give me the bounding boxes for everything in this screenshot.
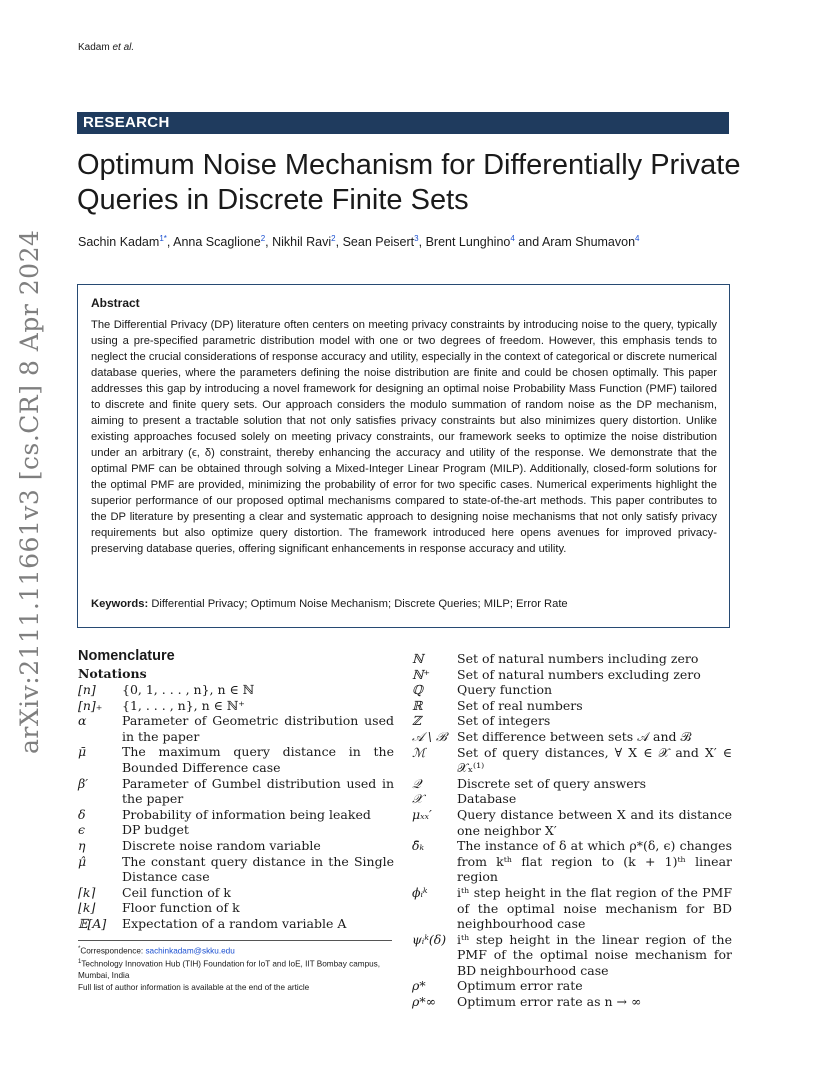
nomenclature-description: Set of query distances, ∀ X ∈ 𝒳 and X′ ∈ 𝒳ₓ⁽¹⁾ (457, 744, 732, 776)
nomenclature-row (412, 729, 732, 745)
nomenclature-row (412, 994, 732, 1010)
nomenclature-symbol: δ̄ₖ (412, 838, 425, 854)
nomenclature-description: Parameter of Gumbel distribution used in the paper (122, 775, 394, 807)
author-affiliation-link[interactable]: 2 (331, 234, 336, 243)
nomenclature-symbol: μ̂ (78, 853, 87, 869)
nomenclature-symbol: [n] (78, 682, 96, 697)
footnote-rule (78, 940, 392, 941)
nomenclature-row (412, 791, 732, 807)
nomenclature-row (412, 932, 732, 979)
author-separator: and (514, 235, 542, 250)
section-bar (77, 112, 729, 134)
author-name: Nikhil Ravi (272, 235, 332, 250)
nomenclature-description: iᵗʰ step height in the linear region of the PMF of the optimal noise mechanism for BD neighbourhood case (457, 931, 732, 978)
section-label: RESEARCH (83, 114, 170, 131)
nomenclature-heading: Nomenclature (78, 648, 175, 664)
author-separator: , (265, 235, 273, 250)
nomenclature-left-column (78, 682, 394, 932)
nomenclature-row (412, 698, 732, 714)
nomenclature-symbol: ℕ⁺ (412, 666, 431, 682)
nomenclature-description: {0, 1, . . . , n}, n ∈ ℕ (122, 682, 255, 697)
nomenclature-right-column (412, 651, 732, 1010)
abstract-box (77, 284, 730, 628)
nomenclature-row (78, 838, 394, 854)
footnote-correspondence (78, 944, 388, 957)
author-separator: , (418, 235, 426, 250)
nomenclature-symbol: μₓₓ′ (412, 806, 432, 822)
correspondence-email-link[interactable]: sachinkadam@skku.edu (145, 946, 235, 956)
nomenclature-description: The constant query distance in the Single Distance case (122, 853, 394, 885)
nomenclature-row (78, 698, 394, 714)
nomenclature-description: Query function (457, 682, 553, 698)
author-name: Anna Scaglione (173, 235, 261, 250)
running-head-suffix: et al. (112, 42, 135, 53)
author-affiliation-link[interactable]: 3 (414, 234, 419, 243)
author-affiliation-link[interactable]: 4 (510, 234, 515, 243)
nomenclature-row (412, 776, 732, 792)
nomenclature-description: iᵗʰ step height in the flat region of the PMF of the optimal noise mechanism for BD neighbourhood case (457, 884, 732, 932)
author-separator: , (166, 235, 174, 250)
nomenclature-row (412, 978, 732, 994)
nomenclature-symbol: μ̄ (78, 744, 87, 760)
nomenclature-row (78, 822, 394, 838)
nomenclature-row (412, 885, 732, 932)
nomenclature-symbol: ρ* (412, 978, 426, 994)
nomenclature-symbol: α (78, 713, 87, 729)
nomenclature-description: Floor function of k (122, 900, 240, 916)
nomenclature-symbol: δ (78, 806, 86, 822)
nomenclature-description: {1, . . . , n}, n ∈ ℕ⁺ (122, 697, 245, 713)
nomenclature-symbol: β′ (78, 775, 89, 791)
nomenclature-row (78, 885, 394, 901)
nomenclature-symbol: ψᵢᵏ(δ) (412, 931, 447, 947)
nomenclature-symbol: ℚ (412, 682, 423, 698)
nomenclature-row (78, 744, 394, 775)
nomenclature-symbol: [n]₊ (78, 697, 103, 713)
nomenclature-symbol: ⌊k⌋ (78, 900, 96, 916)
nomenclature-row (412, 807, 732, 838)
author-name: Aram Shumavon (541, 235, 636, 250)
keywords-line (91, 598, 568, 610)
author-list (78, 234, 640, 249)
nomenclature-description: Discrete set of query answers (457, 775, 647, 791)
footnote-mark: * (78, 946, 81, 952)
author-name: Brent Lunghino (425, 235, 511, 250)
footnote-full-list: Full list of author information is available at the end of the article (78, 982, 310, 992)
nomenclature-description: Parameter of Geometric distribution used in the paper (122, 713, 394, 744)
nomenclature-row (78, 916, 394, 932)
nomenclature-description: DP budget (122, 822, 189, 838)
nomenclature-description: Set of natural numbers excluding zero (457, 666, 701, 682)
nomenclature-description: Query distance between X and its distance one neighbor X′ (457, 806, 732, 838)
nomenclature-row (412, 713, 732, 729)
footnote-mark: 1 (78, 959, 82, 966)
nomenclature-description: Set of real numbers (457, 697, 583, 713)
footnotes (78, 944, 388, 993)
abstract-text: The Differential Privacy (DP) literature often centers on meeting privacy constraints by introducing noise to the query, typically using a pre-specified parametric distribution model with one or two degrees of freedom. However, this emphasis tends to neglect the crucial considerations of response accuracy and utility, especially in the context of categorical or discrete numerical database queries, where the parameters defining the noise distribution are finite and could be chosen optimally. This paper addresses this gap by introducing a novel framework for designing an optimal noise Probability Mass Function (PMF) tailored to discrete and finite query sets. Our approach considers the modulo summation of random noise as the DP mechanism, aiming to present a tractable solution that not only satisfies privacy constraints but also minimizes query distortion. Unlike existing approaches focused solely on meeting privacy constraints, our framework seeks to optimize the noise distribution under an arbitrary (ϵ, δ) constraint, thereby enhancing the accuracy and utility of the response. We demonstrate that the optimal PMF can be obtained through solving a Mixed-Integer Linear Program (MILP). Additionally, closed-form solutions for the optimal PMF are provided, minimizing the probability of error for two specific cases. Numerical experiments highlight the superior performance of our proposed optimal mechanisms compared to state-of-the-art methods. This paper contributes to the DP literature by presenting a clear and systematic approach to designing noise mechanisms that not only satisfy privacy requirements but also optimize query distortion. The framework introduced here opens avenues for improved privacy-preserving database queries, offering significant enhancements in response accuracy and utility. (91, 319, 717, 555)
nomenclature-row (78, 854, 394, 885)
abstract-heading: Abstract (91, 296, 140, 310)
nomenclature-symbol: ϕᵢᵏ (412, 884, 428, 900)
nomenclature-description: Optimum error rate as n → ∞ (457, 994, 642, 1010)
paper-title: Optimum Noise Mechanism for Differentially Private Queries in Discrete Finite Sets (77, 149, 741, 216)
nomenclature-symbol: ℳ (412, 744, 426, 760)
nomenclature-row (78, 900, 394, 916)
nomenclature-symbol: η (78, 837, 86, 853)
nomenclature-symbol: ⌈k⌉ (78, 884, 96, 900)
nomenclature-symbol: ρ*∞ (412, 994, 437, 1010)
keywords-text: Differential Privacy; Optimum Noise Mechanism; Discrete Queries; MILP; Error Rate (151, 598, 568, 610)
notations-heading: Notations (78, 666, 147, 681)
nomenclature-description: Database (457, 791, 517, 807)
nomenclature-row (78, 807, 394, 823)
nomenclature-description: Ceil function of k (122, 884, 231, 900)
nomenclature-row (78, 776, 394, 807)
author-name: Sean Peisert (342, 235, 415, 250)
nomenclature-row (412, 838, 732, 885)
author-separator: , (335, 235, 343, 250)
nomenclature-symbol: ℕ (412, 651, 424, 666)
keywords-label: Keywords: (91, 598, 149, 610)
nomenclature-symbol: 𝔼[A] (78, 915, 107, 931)
author-affiliation-link[interactable]: 4 (635, 234, 640, 243)
nomenclature-row (412, 745, 732, 776)
nomenclature-symbol: 𝒜 \ ℬ (412, 728, 447, 744)
arxiv-stamp: arXiv:2111.11661v3 [cs.CR] 8 Apr 2024 (15, 229, 44, 754)
nomenclature-description: Optimum error rate (457, 978, 583, 994)
footnote-affiliation (78, 957, 388, 982)
nomenclature-row (412, 682, 732, 698)
nomenclature-description: Expectation of a random variable A (122, 915, 347, 931)
nomenclature-row (412, 667, 732, 683)
nomenclature-symbol: ϵ (78, 822, 86, 838)
running-head-author: Kadam (78, 42, 110, 53)
nomenclature-description: Probability of information being leaked (122, 806, 371, 822)
nomenclature-symbol: 𝒬 (412, 775, 421, 791)
nomenclature-description: The maximum query distance in the Bounded Difference case (122, 744, 394, 775)
nomenclature-description: The instance of δ at which ρ*(δ, ϵ) changes from kᵗʰ flat region to (k + 1)ᵗʰ linear region (457, 838, 732, 885)
nomenclature-row (412, 651, 732, 667)
nomenclature-description: Set of natural numbers including zero (457, 651, 699, 666)
nomenclature-row (78, 682, 394, 698)
nomenclature-symbol: ℝ (412, 697, 423, 713)
affiliation-text: Technology Innovation Hub (TIH) Foundation for IoT and IoE, IIT Bombay campus, Mumbai, India (78, 959, 381, 981)
nomenclature-row (78, 713, 394, 744)
nomenclature-description: Set difference between sets 𝒜 and ℬ (457, 728, 691, 744)
nomenclature-symbol: 𝒳 (412, 791, 423, 807)
author-affiliation-link[interactable]: 1* (159, 234, 167, 243)
nomenclature-symbol: ℤ (412, 713, 422, 729)
author-affiliation-link[interactable]: 2 (260, 234, 266, 243)
running-head (78, 42, 134, 53)
nomenclature-description: Set of integers (457, 713, 551, 729)
author-name: Sachin Kadam (78, 235, 160, 250)
correspondence-label: Correspondence: (80, 946, 146, 956)
nomenclature-description: Discrete noise random variable (122, 837, 321, 853)
